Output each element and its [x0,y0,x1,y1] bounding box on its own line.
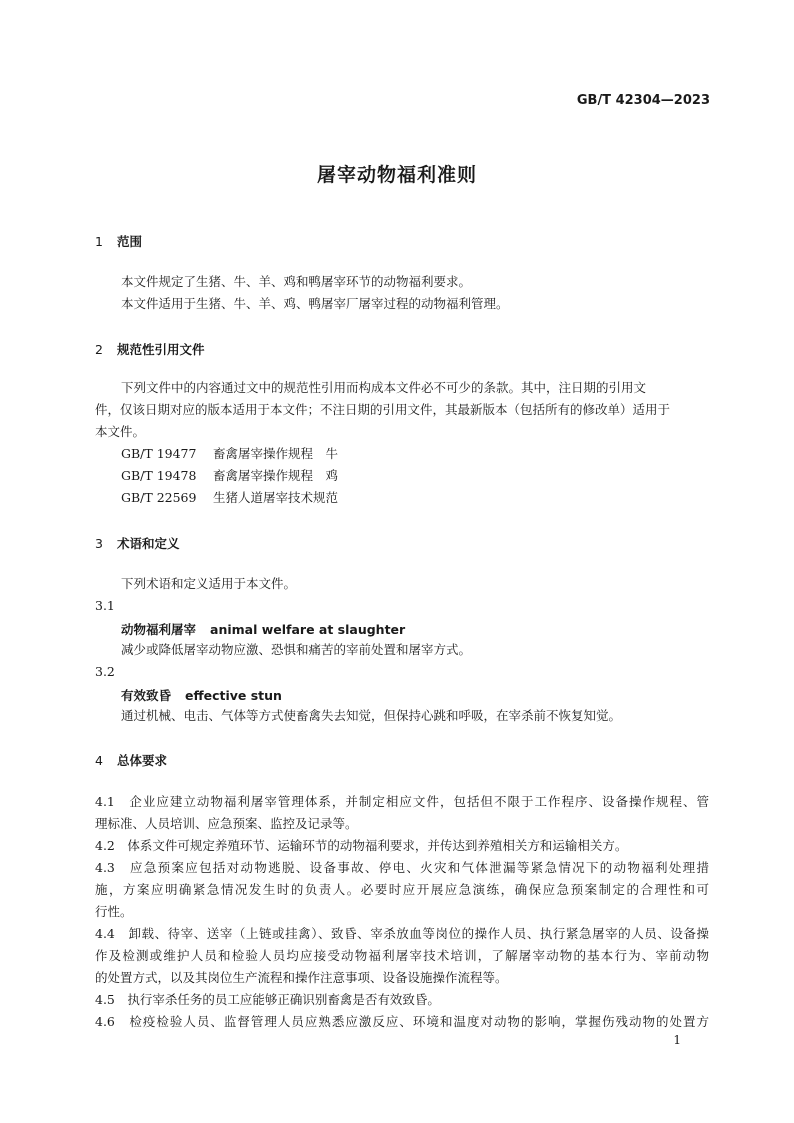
section-number: 2 [95,342,103,357]
paragraph-line: 件，仅该日期对应的版本适用于本文件；不注日期的引用文件，其最新版本（包括所有的修改单）适用于 [95,402,671,417]
reference-title: 生猪人道屠宰技术规范 [213,490,339,505]
reference-title: 畜禽屠宰操作规程 牛 [213,446,339,461]
clause-4-6-line: 4.6 检疫检验人员、监督管理人员应熟悉应激反应、环境和温度对动物的影响，掌握伤残动物的处置方 [95,1014,709,1029]
term-heading [121,686,282,704]
reference-code: GB/T 22569 [121,490,197,505]
reference-code: GB/T 19477 [121,446,197,461]
term-chinese: 动物福利屠宰 [121,622,197,637]
standard-code: GB/T 42304—2023 [576,93,710,108]
section-4-heading [95,751,167,769]
section-title: 总体要求 [117,753,168,768]
reference-title: 畜禽屠宰操作规程 鸡 [213,468,339,483]
reference-item [121,446,338,462]
reference-code: GB/T 19478 [121,468,197,483]
paragraph-line: 本文件。 [95,424,146,439]
section-3-heading [95,534,180,552]
clause-4-2: 4.2 体系文件可规定养殖环节、运输环节的动物福利要求，并传达到养殖相关方和运输相关方。 [95,838,628,853]
clause-4-4-line: 4.4 卸载、待宰、送宰（上链或挂禽）、致昏、宰杀放血等岗位的操作人员、执行紧急屠宰的人员、设备操 [95,926,709,941]
section-number: 1 [95,234,103,249]
clause-4-1-line: 理标准、人员培训、应急预案、监控及记录等。 [95,816,358,831]
paragraph: 下列术语和定义适用于本文件。 [121,576,297,591]
paragraph-line: 下列文件中的内容通过文中的规范性引用而构成本文件必不可少的条款。其中，注日期的引用文 [121,380,647,395]
clause-4-3-line: 行性。 [95,904,133,919]
term-definition: 减少或降低屠宰动物应激、恐惧和痛苦的宰前处置和屠宰方式。 [121,642,472,657]
section-title: 规范性引用文件 [117,342,205,357]
paragraph: 本文件适用于生猪、牛、羊、鸡、鸭屠宰厂屠宰过程的动物福利管理。 [121,296,509,311]
clause-4-4-line: 的处置方式，以及其岗位生产流程和操作注意事项、设备设施操作流程等。 [95,970,508,985]
section-number: 3 [95,536,103,551]
clause-4-5: 4.5 执行宰杀任务的员工应能够正确识别畜禽是否有效致昏。 [95,992,440,1007]
term-english: animal welfare at slaughter [210,622,406,637]
document-title: 屠宰动物福利准则 [316,164,477,186]
section-number: 4 [95,753,103,768]
page-number: 1 [673,1033,681,1047]
clause-4-3-line: 施，方案应明确紧急情况发生时的负责人。必要时应开展应急演练，确保应急预案制定的合理性和可 [95,882,709,897]
section-title: 术语和定义 [117,536,180,551]
reference-item [121,490,338,506]
clause-4-1-line: 4.1 企业应建立动物福利屠宰管理体系，并制定相应文件，包括但不限于工作程序、设备操作规程、管 [95,794,709,809]
term-chinese: 有效致昏 [121,688,172,703]
term-number: 3.1 [95,598,115,613]
section-1-heading [95,232,142,250]
paragraph: 本文件规定了生猪、牛、羊、鸡和鸭屠宰环节的动物福利要求。 [121,274,472,289]
section-2-heading [95,340,205,358]
term-definition: 通过机械、电击、气体等方式使畜禽失去知觉，但保持心跳和呼吸，在宰杀前不恢复知觉。 [121,708,622,723]
section-title: 范围 [117,234,143,249]
term-english: effective stun [185,688,282,703]
reference-item [121,468,338,484]
term-heading [121,620,405,638]
clause-4-3-line: 4.3 应急预案应包括对动物逃脱、设备事故、停电、火灾和气体泄漏等紧急情况下的动物福利处理措 [95,860,709,875]
term-number: 3.2 [95,664,115,679]
clause-4-4-line: 作及检测或维护人员和检验人员均应接受动物福利屠宰技术培训，了解屠宰动物的基本行为、宰前动物 [95,948,709,963]
